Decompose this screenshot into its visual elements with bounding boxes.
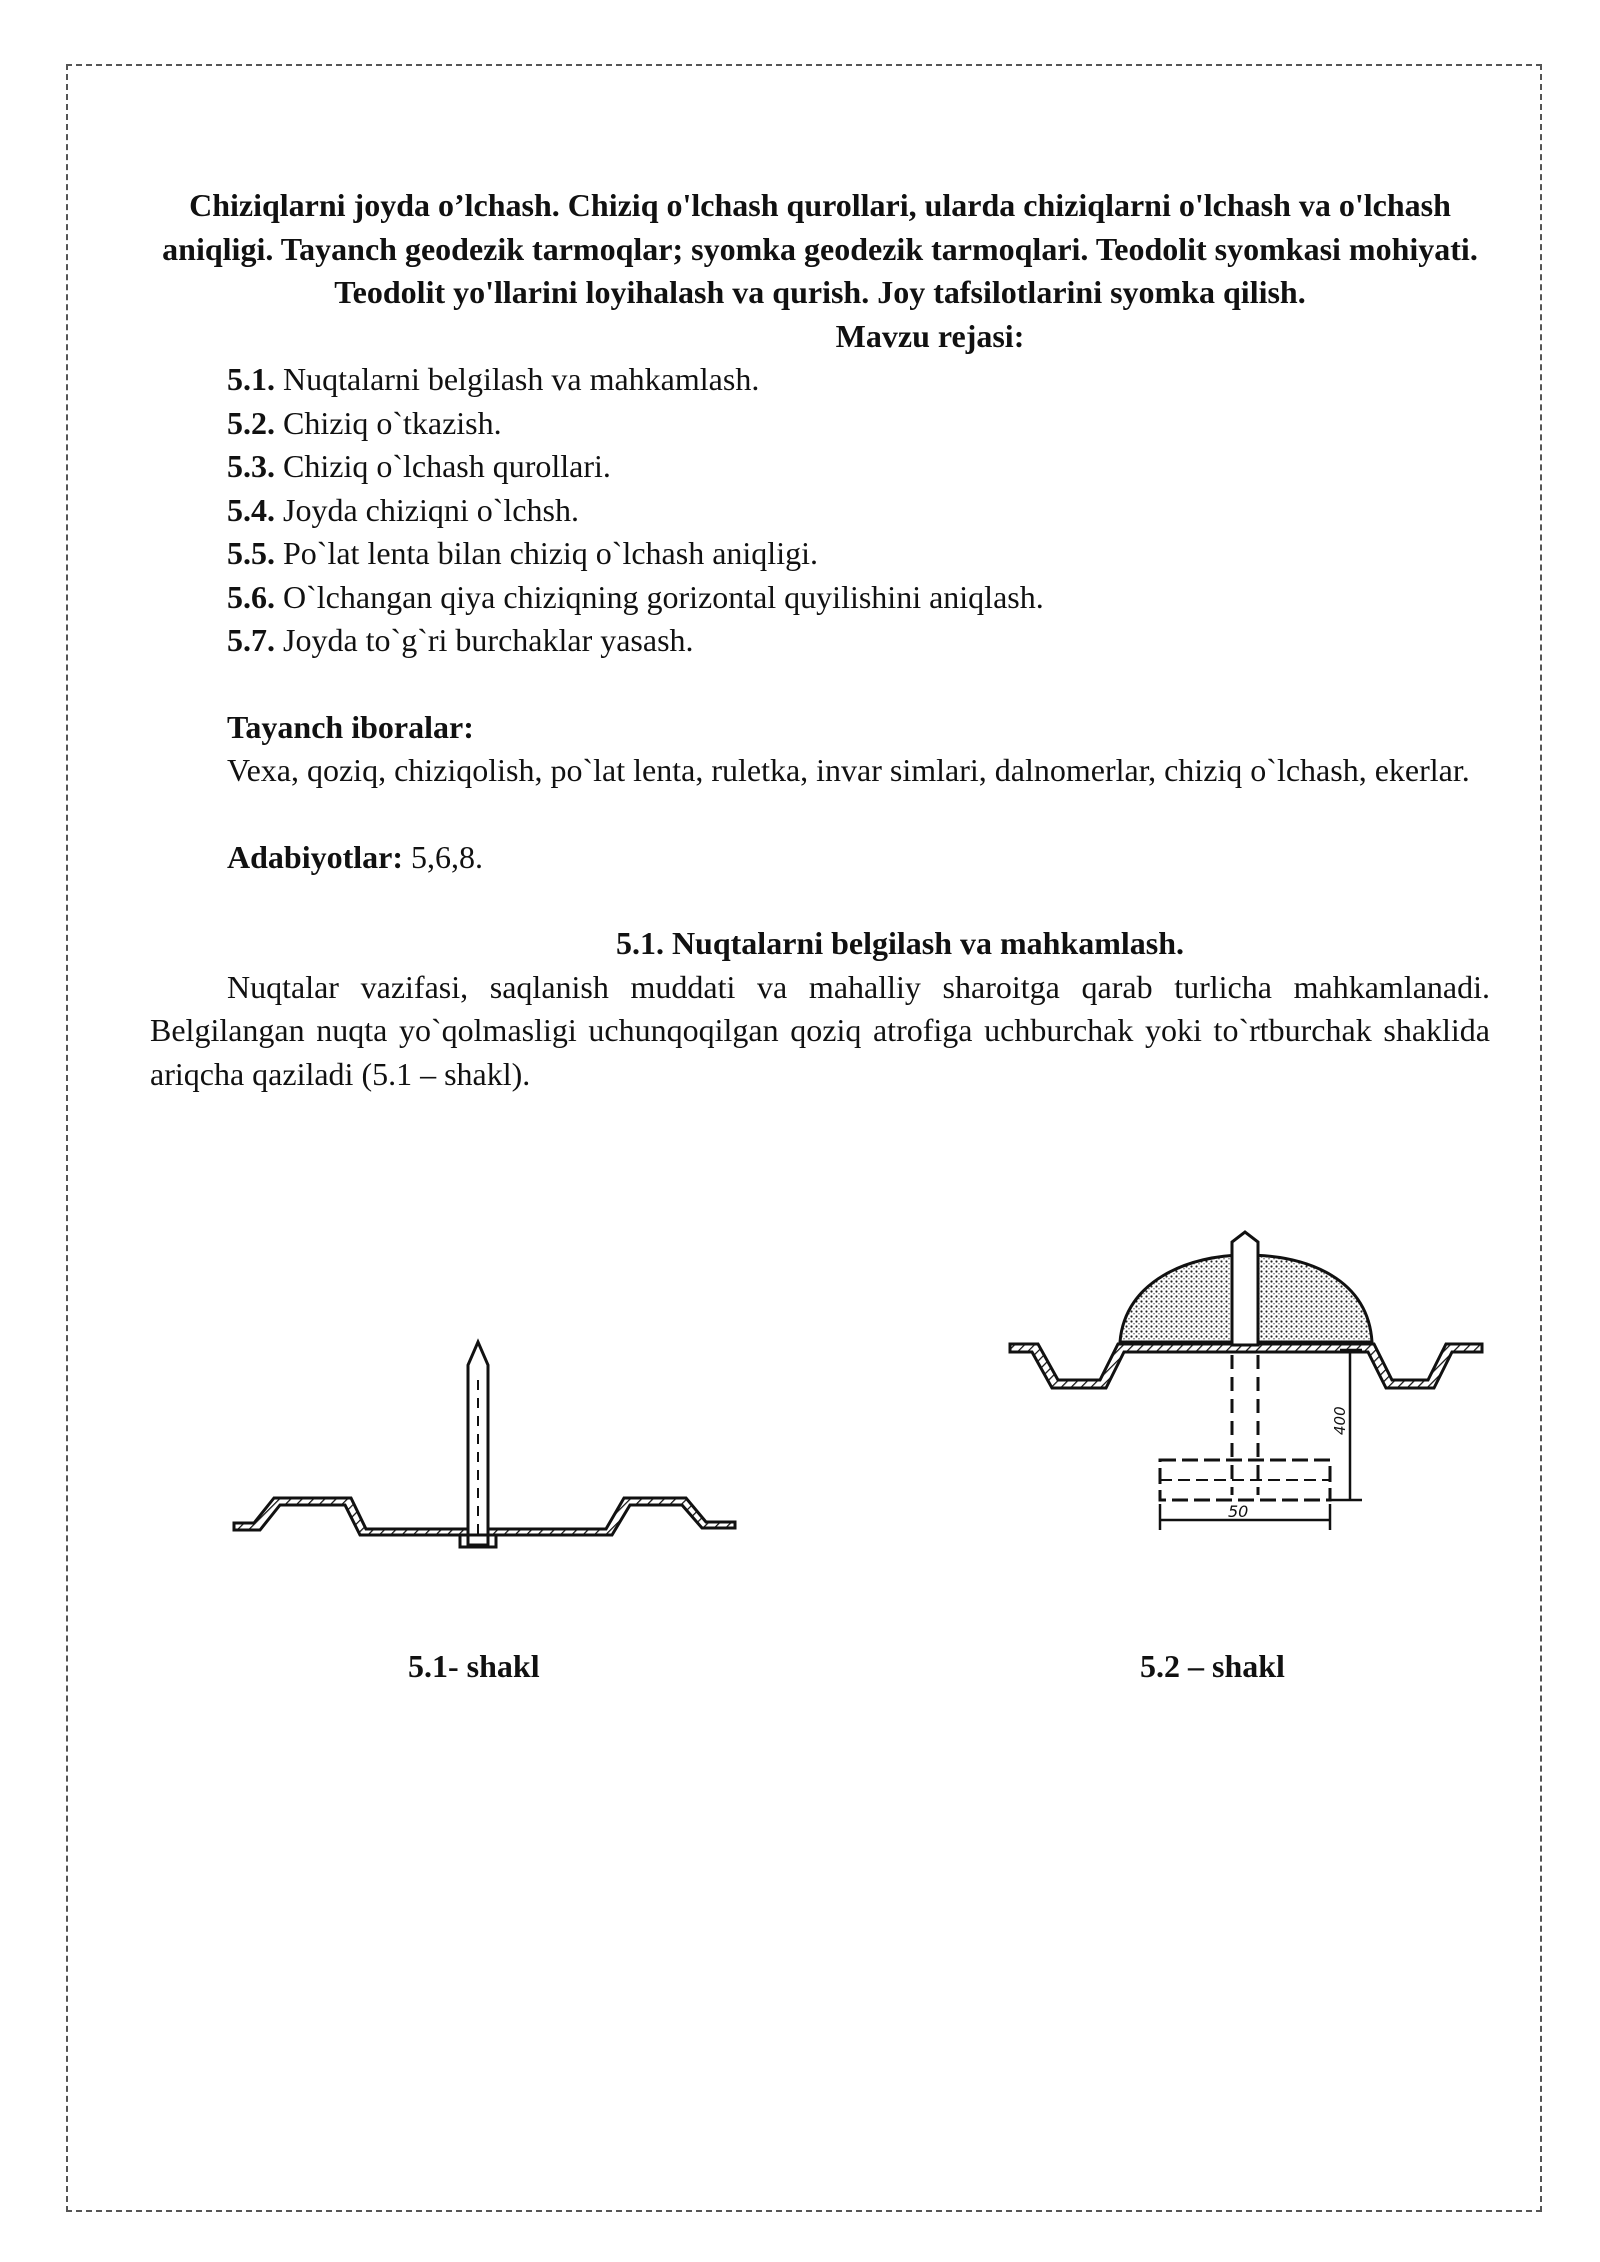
keywords-text: Vexa, qoziq, chiziqolish, po`lat lenta, ruletka, invar simlari, dalnomerlar, chiziq o`lchash, ekerlar. <box>227 752 1470 788</box>
figure-5-1-caption: 5.1- shakl <box>408 1648 540 1684</box>
figure-5-1-stake-diagram <box>220 1320 750 1560</box>
plan-item-number: 5.4. <box>227 491 275 528</box>
plan-item-number: 5.1. <box>227 361 275 397</box>
plan-item <box>227 402 1490 446</box>
plan-item-text: Joyda to`g`ri burchaklar yasash. <box>283 622 694 658</box>
document-title: Chiziqlarni joyda o’lchash. Chiziq o'lchash qurollari, ularda chiziqlarni o'lchash va o'lchash aniqligi. Tayanch geodezik tarmoqlar; syomka geodezik tarmoqlari. Teodolit syomkasi mohiyati. Teodolit yo'llarini loyihalash va qurish. Joy tafsilotlarini syomka qilish. <box>162 187 1478 310</box>
plan-item <box>227 489 1490 533</box>
figure-5-2-monument-diagram <box>1000 1220 1500 1550</box>
dimension-400-label: 400 <box>1331 1406 1349 1435</box>
plan-item-number: 5.5. <box>227 535 275 571</box>
dimension-50-label: 50 <box>1228 1502 1249 1521</box>
plan-item <box>227 619 1490 663</box>
plan-item <box>227 445 1490 489</box>
plan-item-text: Nuqtalarni belgilash va mahkamlash. <box>283 361 760 397</box>
plan-item-text: O`lchangan qiya chiziqning gorizontal quyilishini aniqlash. <box>283 578 1044 615</box>
plan-item-number: 5.3. <box>227 448 275 484</box>
plan-item <box>227 576 1490 620</box>
plan-item <box>227 532 1490 576</box>
keywords-heading: Tayanch iboralar: <box>227 708 474 745</box>
references <box>150 836 1490 880</box>
figure-5-2-caption: 5.2 – shakl <box>1140 1648 1285 1684</box>
plan-item-text: Joyda chiziqni o`lchsh. <box>283 491 579 528</box>
plan-item-number: 5.7. <box>227 622 275 658</box>
references-label: Adabiyotlar: <box>227 838 403 875</box>
plan-title: Mavzu rejasi: <box>835 317 1025 354</box>
section-paragraph: Nuqtalar vazifasi, saqlanish muddati va mahalliy sharoitga qarab turlicha mahkamlanadi. Belgilangan nuqta yo`qolmasligi uchunqoqilgan qoziq atrofiga uchburchak yoki to`rtburchak shaklida ariqcha qaziladi (5.1 – shakl). <box>150 968 1490 1092</box>
plan-item-text: Po`lat lenta bilan chiziq o`lchash aniqligi. <box>283 535 818 571</box>
plan-item-text: Chiziq o`tkazish. <box>283 404 502 441</box>
section-heading: 5.1. Nuqtalarni belgilash va mahkamlash. <box>615 925 1185 961</box>
plan-item-number: 5.6. <box>227 578 275 615</box>
references-value: 5,6,8. <box>411 838 483 875</box>
plan-item-text: Chiziq o`lchash qurollari. <box>283 448 611 484</box>
plan-item-number: 5.2. <box>227 404 275 441</box>
plan-item <box>227 358 1490 402</box>
plan-list <box>150 358 1490 663</box>
document-body <box>150 184 1490 1096</box>
